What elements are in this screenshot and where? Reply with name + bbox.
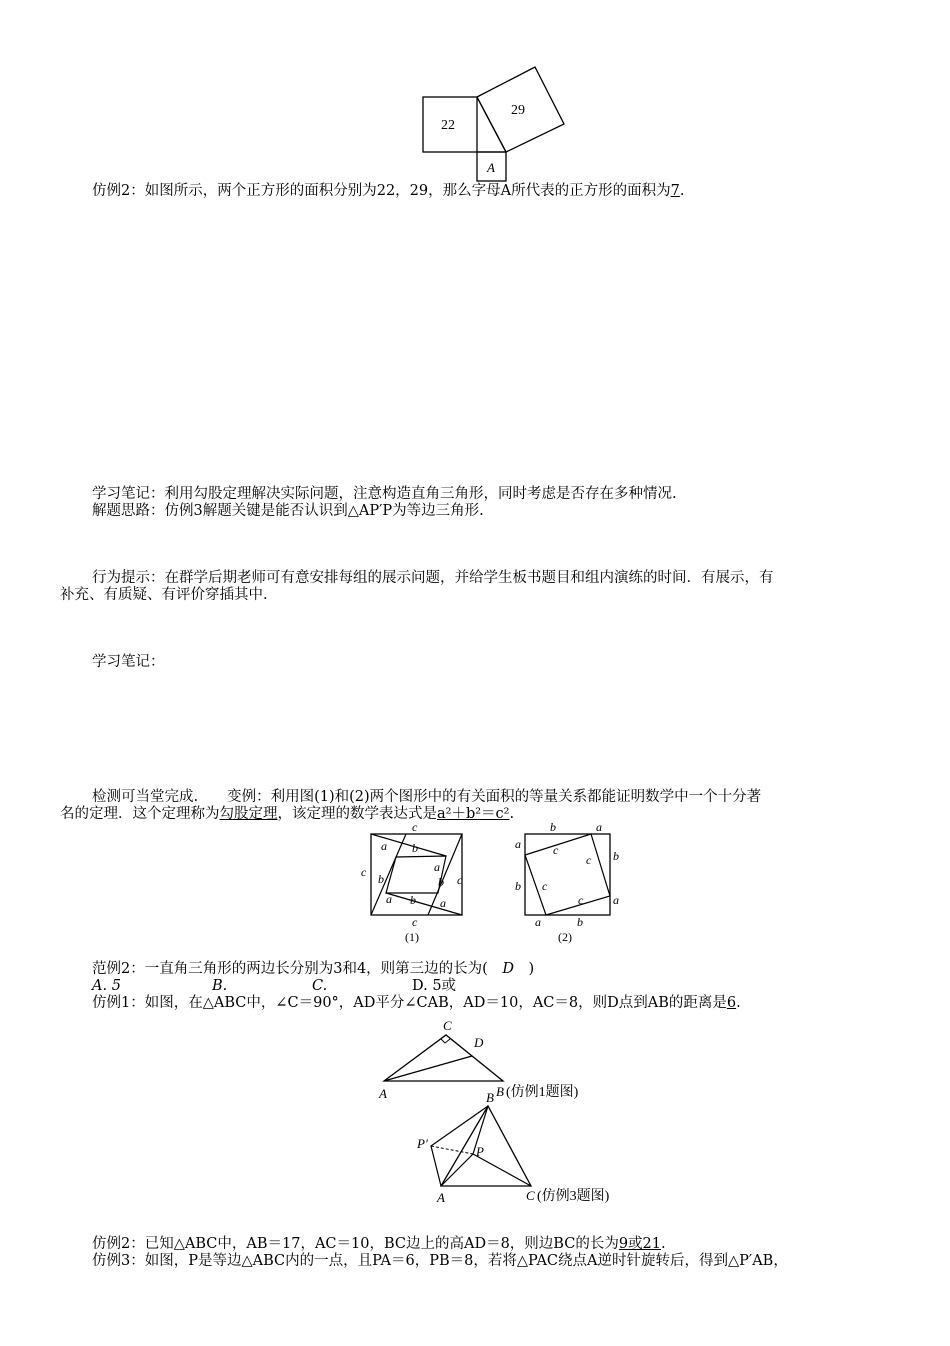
label-29: 29 <box>511 103 525 118</box>
right-triangle <box>477 97 506 152</box>
fig2-b-left: b <box>515 879 521 893</box>
fig2-c-2: c <box>586 853 592 867</box>
imitate3-text: 仿例3：如图，P是等边△ABC内的一点，且PA＝6，PB＝8，若将△PAC绕点A逆时针旋转后，得到△P′AB， <box>92 1253 788 1269</box>
label-p-prime: P′ <box>417 1136 428 1151</box>
fig2-b-bottom: b <box>577 915 583 929</box>
triangle-abc-3 <box>441 1106 531 1186</box>
imitate2-bottom-text: 仿例2：已知△ABC中，AB＝17，AC＝10，BC边上的高AD＝8，则边BC的长为 <box>92 1236 619 1252</box>
example2-stem <box>92 960 534 978</box>
fig2-a-bottom: a <box>535 915 541 929</box>
imitate2-top-end: . <box>679 183 685 199</box>
imitate3-caption: (仿例3题图) <box>537 1189 610 1204</box>
fig1-c-bottom: c <box>412 915 418 929</box>
fig2-c-4: c <box>578 893 584 907</box>
example2-option-c: C. <box>312 978 328 994</box>
imitate1-text: 仿例1：如图，在△ABC中，∠C＝90°，AD平分∠CAB，AD＝10，AC＝8，则D点到AB的距离是 <box>92 995 727 1011</box>
example2-stem-post: ) <box>528 961 535 977</box>
imitate2-top <box>92 182 684 200</box>
imitate2-bottom <box>92 1235 666 1253</box>
fig2-b-right: b <box>613 849 619 863</box>
squares-figure <box>0 0 950 200</box>
right-angle-mark <box>441 1039 450 1043</box>
variant-line2-mid: ，该定理的数学表达式是 <box>277 806 437 822</box>
fig1-b-3: b <box>438 875 444 889</box>
fig2-inner-square <box>525 834 610 915</box>
label-b: B <box>496 1084 504 1099</box>
fig1-c-right: c <box>457 873 463 887</box>
label-c: C <box>443 1018 452 1033</box>
imitate1-caption: (仿例1题图) <box>506 1085 579 1100</box>
label-a-3: A <box>437 1190 445 1205</box>
variant-line1: 检测可当堂完成. 变例：利用图(1)和(2)两个图形中的有关面积的等量关系都能证明数学中一个十分著 <box>92 789 762 805</box>
fig1-line4 <box>386 893 462 915</box>
label-a: A <box>379 1086 387 1101</box>
fig1-caption: (1) <box>405 930 419 944</box>
example2-answer: D <box>502 961 514 977</box>
fig1-a-2: a <box>434 860 440 874</box>
label-22: 22 <box>441 118 455 133</box>
behavior-hint-line1: 行为提示：在群学后期老师可有意安排每组的展示问题，并给学生板书题目和组内演练的时间．有展示，有 <box>92 570 774 586</box>
imitate2-top-text: 仿例2：如图所示，两个正方形的面积分别为22，29，那么字母A所代表的正方形的面积为 <box>92 183 671 199</box>
study-note-2: 学习笔记： <box>92 654 165 670</box>
fig1-b-4: b <box>410 893 416 907</box>
pythagoras-figures <box>0 820 950 960</box>
imitate2-bottom-answer: 9或21 <box>618 1236 662 1252</box>
example2-option-b: B. <box>212 978 228 994</box>
segment-pp-prime <box>431 1146 473 1154</box>
example2-option-a: A. 5 <box>92 978 121 994</box>
label-p: P <box>476 1144 484 1159</box>
variant-line2-pre: 名的定理．这个定理称为 <box>60 806 220 822</box>
imitate3-figure <box>0 1090 950 1210</box>
label-d: D <box>474 1035 484 1050</box>
fig2-a-left: a <box>515 837 521 851</box>
label-a: A <box>487 160 495 175</box>
fig1-b-2: b <box>378 872 384 886</box>
solution-idea: 解题思路：仿例3解题关键是能否认识到△AP′P为等边三角形. <box>92 503 484 519</box>
fig1-b-1: b <box>412 841 418 855</box>
fig1-a-4: a <box>440 896 446 910</box>
imitate2-bottom-end: . <box>661 1236 666 1252</box>
variant-answer-theorem: 勾股定理 <box>219 806 278 822</box>
example2-stem-pre: 范例2：一直角三角形的两边长分别为3和4，则第三边的长为( <box>92 961 488 977</box>
study-note-1: 学习笔记：利用勾股定理解决实际问题，注意构造直角三角形，同时考虑是否存在多种情况. <box>92 486 677 502</box>
fig1-a-1: a <box>381 839 387 853</box>
imitate1-end: . <box>736 995 741 1011</box>
fig1-c-top: c <box>412 820 418 834</box>
imitate1-answer: 6 <box>726 995 737 1011</box>
variant-answer-formula: a²＋b²＝c² <box>437 806 510 822</box>
fig2-c-3: c <box>542 879 548 893</box>
label-b-3: B <box>486 1090 494 1105</box>
fig2-a-right: a <box>613 893 619 907</box>
segment-ad <box>384 1056 472 1081</box>
fig2-caption: (2) <box>558 930 572 944</box>
example2-option-d: D. 5或 <box>412 978 457 994</box>
imitate2-top-answer: 7 <box>670 183 680 199</box>
fig1-a-3: a <box>386 892 392 906</box>
fig2-b-top: b <box>550 820 556 834</box>
variant-end: . <box>509 806 515 822</box>
fig2-outer-square <box>525 834 610 915</box>
fig2-c-1: c <box>553 843 559 857</box>
label-c-3: C <box>526 1188 535 1203</box>
fig1-c-left: c <box>361 865 367 879</box>
behavior-hint-line2: 补充、有质疑、有评价穿插其中. <box>60 587 268 603</box>
fig2-a-top: a <box>596 820 602 834</box>
